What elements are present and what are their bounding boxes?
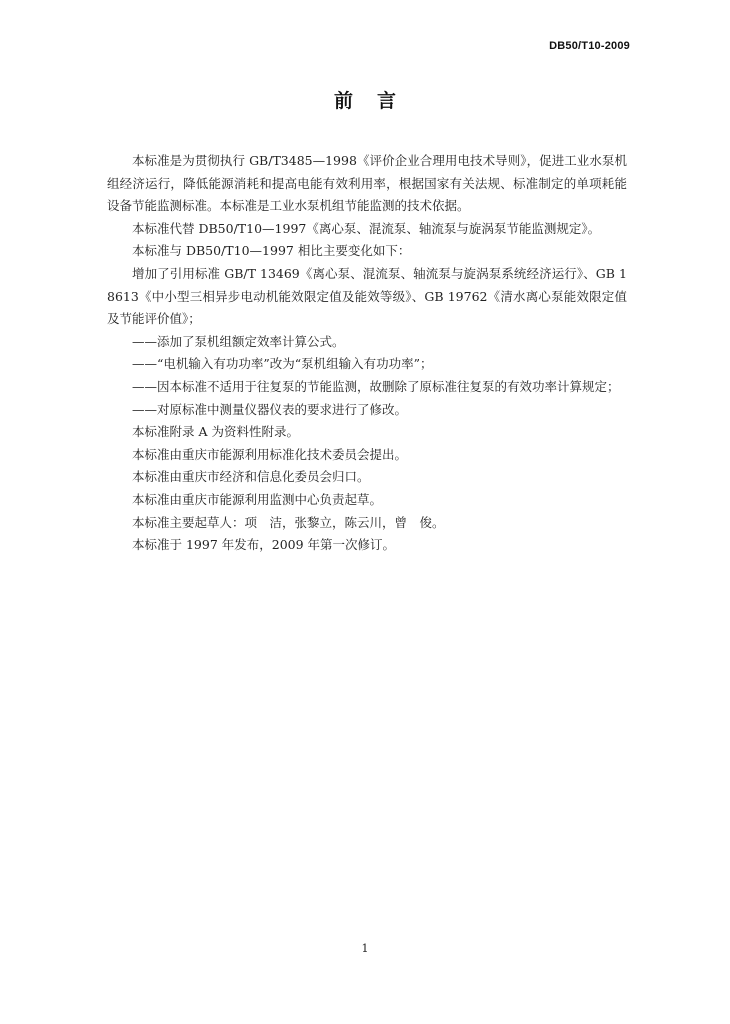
paragraph-changes-intro: 本标准与 DB50/T10—1997 相比主要变化如下： [132, 243, 411, 259]
paragraph-history: 本标准于 1997 年发布，2009 年第一次修订。 [132, 537, 396, 553]
document-body [107, 150, 627, 557]
paragraph-purpose: 本标准是为贯彻执行 GB/T3485—1998《评价企业合理用电技术导则》，促进工业水泵机组经济运行，降低能源消耗和提高电能有效利用率，根据国家有关法规、标准制定的单项耗能设备节能监测标准。本标准是工业水泵机组节能监测的技术依据。 [107, 153, 627, 214]
document-code: DB50/T10-2009 [549, 40, 630, 52]
page-title: 前言 [333, 90, 420, 112]
paragraph-change-references: 增加了引用标准 GB/T 13469《离心泵、混流泵、轴流泵与旋涡泵系统经济运行》、GB 18613《中小型三相异步电动机能效限定值及能效等级》、GB 19762《清水离心泵能效限定值及节能评价值》； [107, 265, 627, 327]
paragraph-drafters: 本标准主要起草人：项 洁，张黎立，陈云川，曾 俊。 [132, 514, 445, 530]
paragraph-drafting-unit: 本标准由重庆市能源利用监测中心负责起草。 [132, 491, 383, 507]
paragraph-replaces: 本标准代替 DB50/T10—1997《离心泵、混流泵、轴流泵与旋涡泵节能监测规定》。 [132, 220, 601, 236]
paragraph-proposer: 本标准由重庆市能源利用标准化技术委员会提出。 [132, 446, 408, 462]
paragraph-change-instruments: ——对原标准中测量仪器仪表的要求进行了修改。 [132, 401, 408, 417]
paragraph-change-reciprocating: ——因本标准不适用于往复泵的节能监测，故删除了原标准往复泵的有效功率计算规定； [132, 378, 620, 394]
paragraph-appendix: 本标准附录 A 为资料性附录。 [132, 424, 299, 440]
paragraph-administrator: 本标准由重庆市经济和信息化委员会归口。 [132, 469, 370, 485]
page-number: 1 [361, 942, 369, 955]
paragraph-change-power: ——“电机输入有功功率”改为“泵机组输入有功功率”； [132, 356, 433, 372]
paragraph-change-formula: ——添加了泵机组额定效率计算公式。 [132, 333, 345, 349]
